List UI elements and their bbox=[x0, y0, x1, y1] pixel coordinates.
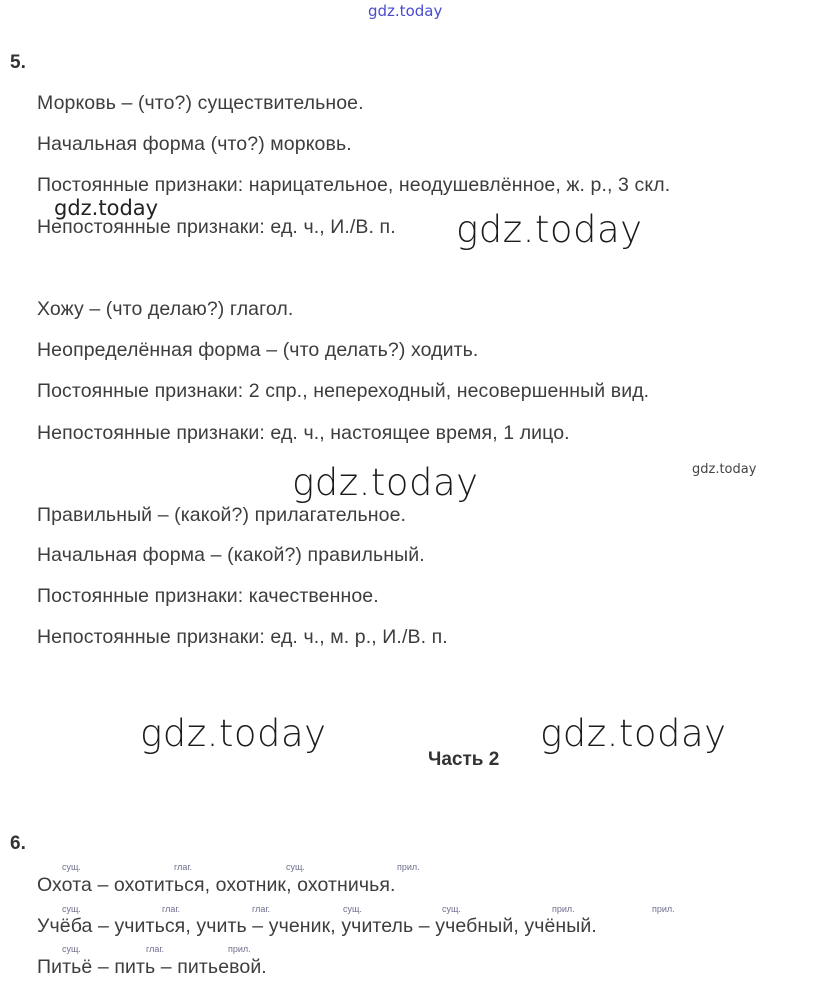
tag-noun: сущ. bbox=[62, 904, 81, 914]
watermark-top: gdz.today bbox=[368, 2, 443, 20]
tag-verb: глаг. bbox=[146, 944, 165, 954]
watermark-small: gdz.today bbox=[692, 462, 757, 477]
watermark-big-1: gdz.today bbox=[456, 208, 643, 251]
tag-adj: прил. bbox=[228, 944, 251, 954]
tag-noun: сущ. bbox=[286, 862, 305, 872]
tag-adj: прил. bbox=[397, 862, 420, 872]
word-family-line-3: Питьё – пить – питьевой. bbox=[37, 956, 267, 978]
adj-line-3: Постоянные признаки: качественное. bbox=[37, 585, 379, 607]
noun-line-1: Морковь – (что?) существительное. bbox=[37, 92, 364, 114]
noun-line-2: Начальная форма (что?) морковь. bbox=[37, 133, 352, 155]
tag-noun: сущ. bbox=[343, 904, 362, 914]
verb-line-3: Постоянные признаки: 2 спр., непереходный, несовершенный вид. bbox=[37, 380, 650, 402]
tag-adj: прил. bbox=[552, 904, 575, 914]
tag-noun: сущ. bbox=[62, 944, 81, 954]
tag-verb: глаг. bbox=[174, 862, 193, 872]
watermark-big-3: gdz.today bbox=[140, 712, 327, 755]
task-6-number: 6. bbox=[10, 833, 26, 854]
watermark-mid-1: gdz.today bbox=[54, 196, 159, 220]
verb-line-2: Неопределённая форма – (что делать?) ходить. bbox=[37, 339, 479, 361]
task-5-number: 5. bbox=[10, 52, 26, 73]
tag-verb: глаг. bbox=[252, 904, 271, 914]
adj-line-4: Непостоянные признаки: ед. ч., м. р., И./В. п. bbox=[37, 626, 448, 648]
part-heading: Часть 2 bbox=[428, 749, 500, 770]
verb-line-4: Непостоянные признаки: ед. ч., настоящее время, 1 лицо. bbox=[37, 422, 570, 444]
adj-line-2: Начальная форма – (какой?) правильный. bbox=[37, 544, 425, 566]
verb-line-1: Хожу – (что делаю?) глагол. bbox=[37, 298, 294, 320]
word-family-line-1: Охота – охотиться, охотник, охотничья. bbox=[37, 874, 396, 896]
noun-line-4: Непостоянные признаки: ед. ч., И./В. п. bbox=[37, 216, 396, 238]
tag-verb: глаг. bbox=[162, 904, 181, 914]
watermark-big-2: gdz.today bbox=[292, 461, 479, 504]
tag-adj: прил. bbox=[652, 904, 675, 914]
tag-noun: сущ. bbox=[442, 904, 461, 914]
adj-line-1: Правильный – (какой?) прилагательное. bbox=[37, 504, 407, 526]
noun-line-3: Постоянные признаки: нарицательное, неодушевлённое, ж. р., 3 скл. bbox=[37, 174, 671, 196]
tag-noun: сущ. bbox=[62, 862, 81, 872]
watermark-big-4: gdz.today bbox=[540, 712, 727, 755]
word-family-line-2: Учёба – учиться, учить – ученик, учитель – учебный, учёный. bbox=[37, 915, 597, 937]
